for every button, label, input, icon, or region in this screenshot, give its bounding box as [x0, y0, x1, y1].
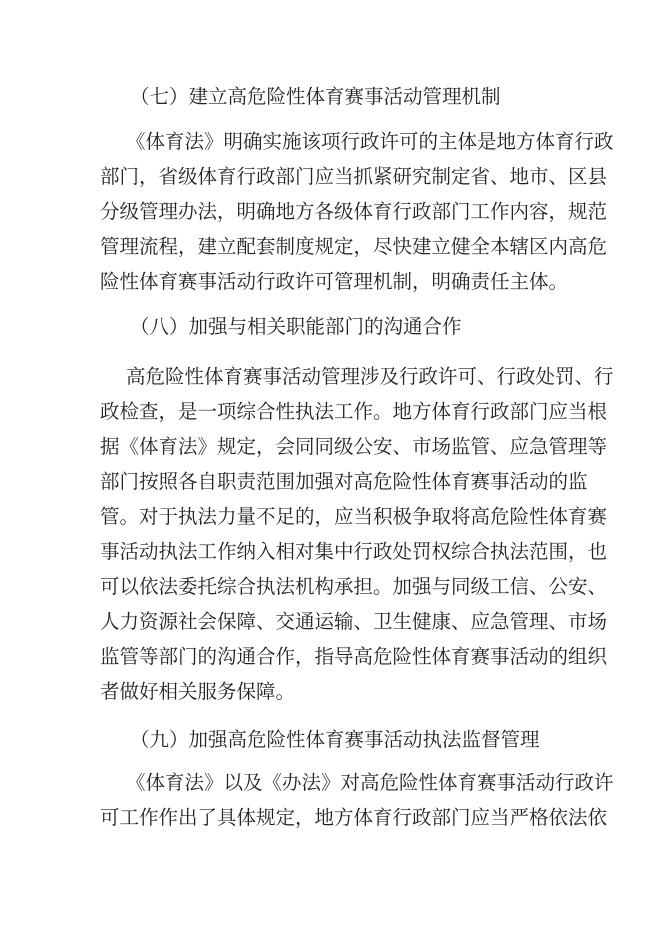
paragraph-line: 事活动执法工作纳入相对集中行政处罚权综合执法范围，也 [100, 540, 608, 563]
paragraph-line: 《体育法》以及《办法》对高危险性体育赛事活动行政许 [126, 771, 614, 794]
paragraph-line: 政检查，是一项综合性执法工作。地方体育行政部门应当根 [100, 400, 608, 423]
paragraph-line: 分级管理办法，明确地方各级体育行政部门工作内容，规范 [100, 200, 608, 223]
section-heading: （八）加强与相关职能部门的沟通合作 [130, 315, 462, 338]
paragraph-line: 险性体育赛事活动行政许可管理机制，明确责任主体。 [100, 270, 569, 293]
paragraph-line: 管理流程，建立配套制度规定，尽快建立健全本辖区内高危 [100, 235, 608, 258]
section-heading: （九）加强高危险性体育赛事活动执法监督管理 [130, 728, 540, 751]
paragraph-line: 人力资源社会保障、交通运输、卫生健康、应急管理、市场 [100, 610, 608, 633]
paragraph-line: 者做好相关服务保障。 [100, 680, 296, 703]
paragraph-line: 《体育法》明确实施该项行政许可的主体是地方体育行政 [126, 130, 614, 153]
paragraph-line: 部门，省级体育行政部门应当抓紧研究制定省、地市、区县 [100, 165, 608, 188]
paragraph-line: 管。对于执法力量不足的，应当积极争取将高危险性体育赛 [100, 505, 608, 528]
paragraph-line: 监管等部门的沟通合作，指导高危险性体育赛事活动的组织 [100, 645, 608, 668]
section-heading: （七）建立高危险性体育赛事活动管理机制 [130, 85, 501, 108]
paragraph-line: 高危险性体育赛事活动管理涉及行政许可、行政处罚、行 [126, 365, 614, 388]
paragraph-line: 据《体育法》规定，会同同级公安、市场监管、应急管理等 [100, 435, 608, 458]
paragraph-line: 可工作作出了具体规定，地方体育行政部门应当严格依法依 [100, 806, 608, 829]
paragraph-line: 可以依法委托综合执法机构承担。加强与同级工信、公安、 [100, 575, 608, 598]
paragraph-line: 部门按照各自职责范围加强对高危险性体育赛事活动的监 [100, 470, 588, 493]
